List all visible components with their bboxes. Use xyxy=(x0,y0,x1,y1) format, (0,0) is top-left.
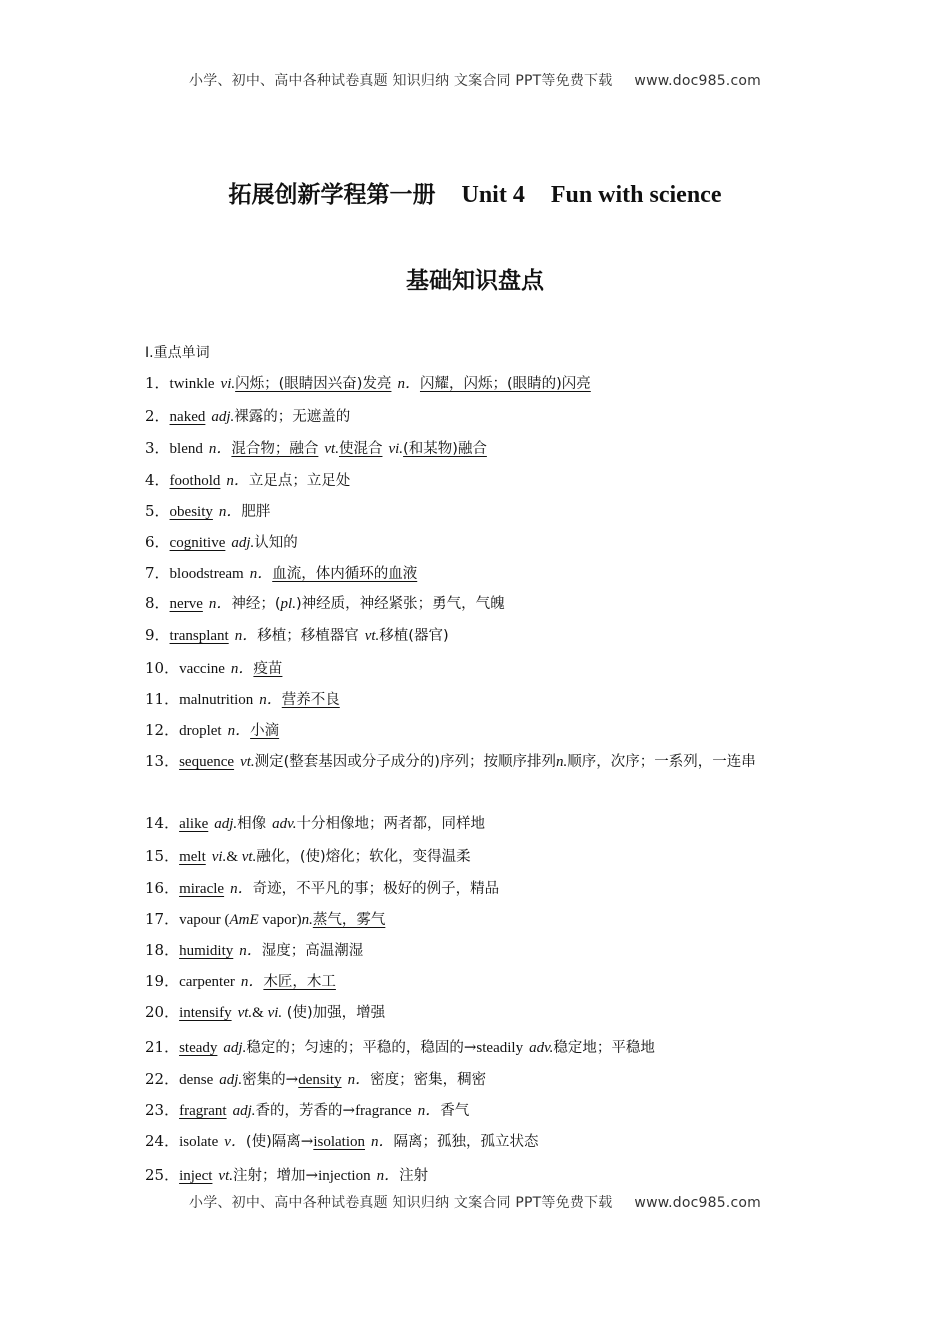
entry-pos: adj. xyxy=(231,535,255,551)
entry-def: 顺序，次序；一系列，一连串 xyxy=(567,754,756,770)
entry-word: droplet xyxy=(179,723,222,739)
entry-pos: n． xyxy=(397,376,420,392)
entry-pos: vt. xyxy=(237,1005,253,1021)
entry-1 xyxy=(145,368,813,400)
entry-def: 密集的 xyxy=(242,1072,286,1088)
entry-12 xyxy=(145,715,813,747)
entry-25 xyxy=(145,1160,813,1192)
entry-pos: n． xyxy=(249,566,273,582)
entry-def: 稳定地；平稳地 xyxy=(553,1040,655,1056)
entry-def: 密度；密集，稠密 xyxy=(370,1072,487,1088)
entry-num: 22． xyxy=(145,1070,180,1088)
entry-def: 测定(整套基因或分子成分的)序列；按顺序排列 xyxy=(254,754,556,770)
entry-def: 融化，(使)熔化；软化，变得温柔 xyxy=(256,849,471,865)
document-title xyxy=(0,176,950,209)
page-header xyxy=(0,70,950,90)
header-site: www.doc985.com xyxy=(634,73,761,89)
entry-pos: adj. xyxy=(232,1103,256,1119)
entry-pos: n． xyxy=(230,661,254,677)
entry-def: 注射；增加 xyxy=(233,1168,306,1184)
entry-derived-word: steadily xyxy=(476,1040,524,1056)
entry-23 xyxy=(145,1095,813,1127)
entry-pos: n． xyxy=(234,628,258,644)
vocab-heading: Ⅰ.重点单词 xyxy=(145,345,210,361)
entry-pos: n． xyxy=(347,1072,371,1088)
entry-pos: n． xyxy=(208,441,232,457)
entry-pos: vi. xyxy=(220,376,236,392)
entry-9 xyxy=(145,620,813,652)
entry-8 xyxy=(145,588,813,620)
arrow-icon: → xyxy=(285,1070,299,1088)
entry-pos: n． xyxy=(239,943,262,959)
entry-num: 16． xyxy=(145,879,180,897)
entry-num: 21． xyxy=(145,1038,180,1056)
entry-num: 9． xyxy=(145,626,170,644)
entry-word: melt xyxy=(179,849,206,865)
entry-variant: vapor) xyxy=(258,912,302,928)
header-text: 小学、初中、高中各种试卷真题 知识归纳 文案合同 PPT等免费下载 xyxy=(189,73,613,89)
entry-word: humidity xyxy=(179,943,234,959)
entry-word: carpenter xyxy=(179,974,235,990)
entry-pos: vt. xyxy=(218,1168,233,1184)
entry-num: 11． xyxy=(145,690,180,708)
entry-num: 18． xyxy=(145,941,180,959)
entry-11 xyxy=(145,684,813,716)
entry-6 xyxy=(145,527,813,559)
title-cn: 拓展创新学程第一册 xyxy=(228,181,436,208)
entry-num: 6． xyxy=(145,533,170,551)
entry-num: 7． xyxy=(145,564,170,582)
title-unit: Unit 4 xyxy=(461,182,525,208)
entry-19 xyxy=(145,966,813,998)
entry-word: cognitive xyxy=(169,535,226,551)
entry-word: naked xyxy=(169,409,206,425)
entry-22 xyxy=(145,1064,813,1096)
entry-21 xyxy=(145,1032,813,1064)
entry-def: 使混合 xyxy=(338,441,383,457)
entry-derived-word: isolation xyxy=(313,1134,365,1150)
entry-pos: pl. xyxy=(280,596,296,612)
title-topic: Fun with science xyxy=(550,182,722,208)
section-title: 基础知识盘点 xyxy=(406,267,544,294)
arrow-icon: → xyxy=(300,1132,314,1150)
entry-num: 5． xyxy=(145,502,170,520)
entry-pos: n． xyxy=(417,1103,441,1119)
entry-def: 香气 xyxy=(440,1103,470,1119)
entry-17 xyxy=(145,904,813,936)
footer-text: 小学、初中、高中各种试卷真题 知识归纳 文案合同 PPT等免费下载 xyxy=(189,1195,613,1211)
entry-num: 2． xyxy=(145,407,170,425)
page-footer xyxy=(0,1192,950,1212)
entry-def: 血流，体内循环的血液 xyxy=(272,566,418,582)
entry-def: 营养不良 xyxy=(281,692,340,708)
entry-pos: n. xyxy=(555,754,568,770)
entry-def: )神经质，神经紧张；勇气，气魄 xyxy=(295,596,505,612)
entry-4 xyxy=(145,465,813,497)
entry-def: 立足点；立足处 xyxy=(248,473,351,489)
entry-def: 移植(器官) xyxy=(379,628,449,644)
entry-derived-word: fragrance xyxy=(355,1103,412,1119)
entry-def: 疫苗 xyxy=(253,661,283,677)
entry-word: steady xyxy=(179,1040,218,1056)
entry-def: 隔离；孤独，孤立状态 xyxy=(393,1134,539,1150)
entry-num: 1． xyxy=(145,374,170,392)
entry-word: fragrant xyxy=(179,1103,227,1119)
entry-def: 湿度；高温潮湿 xyxy=(261,943,364,959)
entry-pos: n． xyxy=(259,692,282,708)
entry-14 xyxy=(145,808,813,840)
entry-def: (使)隔离 xyxy=(245,1134,301,1150)
entry-def: 闪耀，闪烁；(眼睛的)闪亮 xyxy=(419,376,591,392)
arrow-icon: → xyxy=(463,1038,477,1056)
entry-pos: n． xyxy=(227,723,251,739)
entry-def: 奇迹，不平凡的事；极好的例子，精品 xyxy=(252,881,500,897)
entry-pos: vt. xyxy=(240,754,255,770)
entry-word: transplant xyxy=(169,628,229,644)
entry-24 xyxy=(145,1126,813,1158)
entry-pos: n. xyxy=(301,912,313,928)
entry-pos: vi. xyxy=(388,441,404,457)
entry-num: 25． xyxy=(145,1166,180,1184)
entry-20 xyxy=(145,997,813,1029)
entry-pos: vt. xyxy=(241,849,257,865)
entry-def: 注射 xyxy=(399,1168,429,1184)
entry-word: miracle xyxy=(179,881,225,897)
entry-word: sequence xyxy=(179,754,235,770)
entry-word: inject xyxy=(179,1168,213,1184)
entry-num: 14． xyxy=(145,814,180,832)
arrow-icon: → xyxy=(305,1166,319,1184)
entry-num: 3． xyxy=(145,439,170,457)
entry-word: obesity xyxy=(169,504,213,520)
entry-15 xyxy=(145,841,813,873)
entry-pos: vt. xyxy=(364,628,380,644)
entry-5 xyxy=(145,496,813,528)
entry-word: malnutrition xyxy=(179,692,254,708)
entry-def: (和某物)融合 xyxy=(403,441,487,457)
entry-pos: n． xyxy=(208,596,232,612)
entry-derived-word: injection xyxy=(318,1168,371,1184)
entry-num: 8． xyxy=(145,594,170,612)
entry-num: 20． xyxy=(145,1003,180,1021)
entry-variant-tag: AmE xyxy=(229,912,259,928)
entry-num: 12． xyxy=(145,721,180,739)
entry-2 xyxy=(145,401,813,433)
entry-pos: n． xyxy=(230,881,253,897)
entry-word: vaccine xyxy=(179,661,225,677)
entry-pos: adj. xyxy=(214,816,238,832)
entry-pos: v． xyxy=(224,1134,246,1150)
entry-def: 稳定的；匀速的；平稳的，稳固的 xyxy=(246,1040,464,1056)
entry-num: 4． xyxy=(145,471,170,489)
entry-def: (使)加强，增强 xyxy=(282,1005,386,1021)
entry-word: bloodstream xyxy=(169,566,244,582)
entry-def: 相像 xyxy=(237,816,267,832)
entry-def: 小滴 xyxy=(250,723,280,739)
entry-def: 十分相像地；两者都，同样地 xyxy=(296,816,485,832)
entry-word: alike xyxy=(179,816,209,832)
entry-pos: adj. xyxy=(219,1072,243,1088)
entry-def: 移植；移植器官 xyxy=(257,628,359,644)
entry-13 xyxy=(145,746,813,778)
entry-pos: vt. xyxy=(324,441,339,457)
entry-pos: adv. xyxy=(272,816,297,832)
entry-pos: n． xyxy=(218,504,242,520)
entry-def: 木匠，木工 xyxy=(263,974,336,990)
entry-18 xyxy=(145,935,813,967)
entry-num: 13． xyxy=(145,752,180,770)
entry-num: 19． xyxy=(145,972,180,990)
entry-word: twinkle xyxy=(169,376,215,392)
entry-pos: vi. xyxy=(267,1005,283,1021)
entry-word: intensify xyxy=(179,1005,232,1021)
entry-num: 23． xyxy=(145,1101,180,1119)
entry-num: 15． xyxy=(145,847,180,865)
entry-10 xyxy=(145,653,813,685)
entry-7 xyxy=(145,558,813,590)
entry-def: 混合物；融合 xyxy=(231,441,319,457)
entry-pos: adj. xyxy=(211,409,235,425)
entry-word: dense xyxy=(179,1072,214,1088)
entry-joiner: & xyxy=(226,849,242,865)
entry-pos: adv. xyxy=(529,1040,554,1056)
entry-num: 17． xyxy=(145,910,180,928)
entry-pos: adj. xyxy=(223,1040,247,1056)
entry-derived-word: density xyxy=(298,1072,342,1088)
entry-pos: vi. xyxy=(211,849,227,865)
entry-def: 裸露的；无遮盖的 xyxy=(234,409,351,425)
footer-site: www.doc985.com xyxy=(634,1195,761,1211)
entry-word: blend xyxy=(169,441,203,457)
entry-3 xyxy=(145,433,813,465)
entry-word: vapour xyxy=(179,912,221,928)
entry-def: 蒸气，雾气 xyxy=(312,912,386,928)
entry-pos: n． xyxy=(240,974,264,990)
entry-def: 认知的 xyxy=(254,535,298,551)
entry-word: isolate xyxy=(179,1134,219,1150)
entry-pos: n． xyxy=(376,1168,400,1184)
entry-def: 闪烁；(眼睛因兴奋)发亮 xyxy=(235,376,392,392)
entry-num: 10． xyxy=(145,659,180,677)
entry-def: 肥胖 xyxy=(241,504,271,520)
entry-16 xyxy=(145,873,813,905)
entry-num: 24． xyxy=(145,1132,180,1150)
entry-word: foothold xyxy=(169,473,221,489)
entry-joiner: & xyxy=(252,1005,268,1021)
entry-word: nerve xyxy=(169,596,203,612)
entry-paren: ( xyxy=(220,912,230,928)
entry-pos: n． xyxy=(371,1134,394,1150)
entry-def: 神经；( xyxy=(231,596,281,612)
entry-def: 香的，芳香的 xyxy=(255,1103,343,1119)
arrow-icon: → xyxy=(342,1101,356,1119)
entry-pos: n． xyxy=(226,473,249,489)
